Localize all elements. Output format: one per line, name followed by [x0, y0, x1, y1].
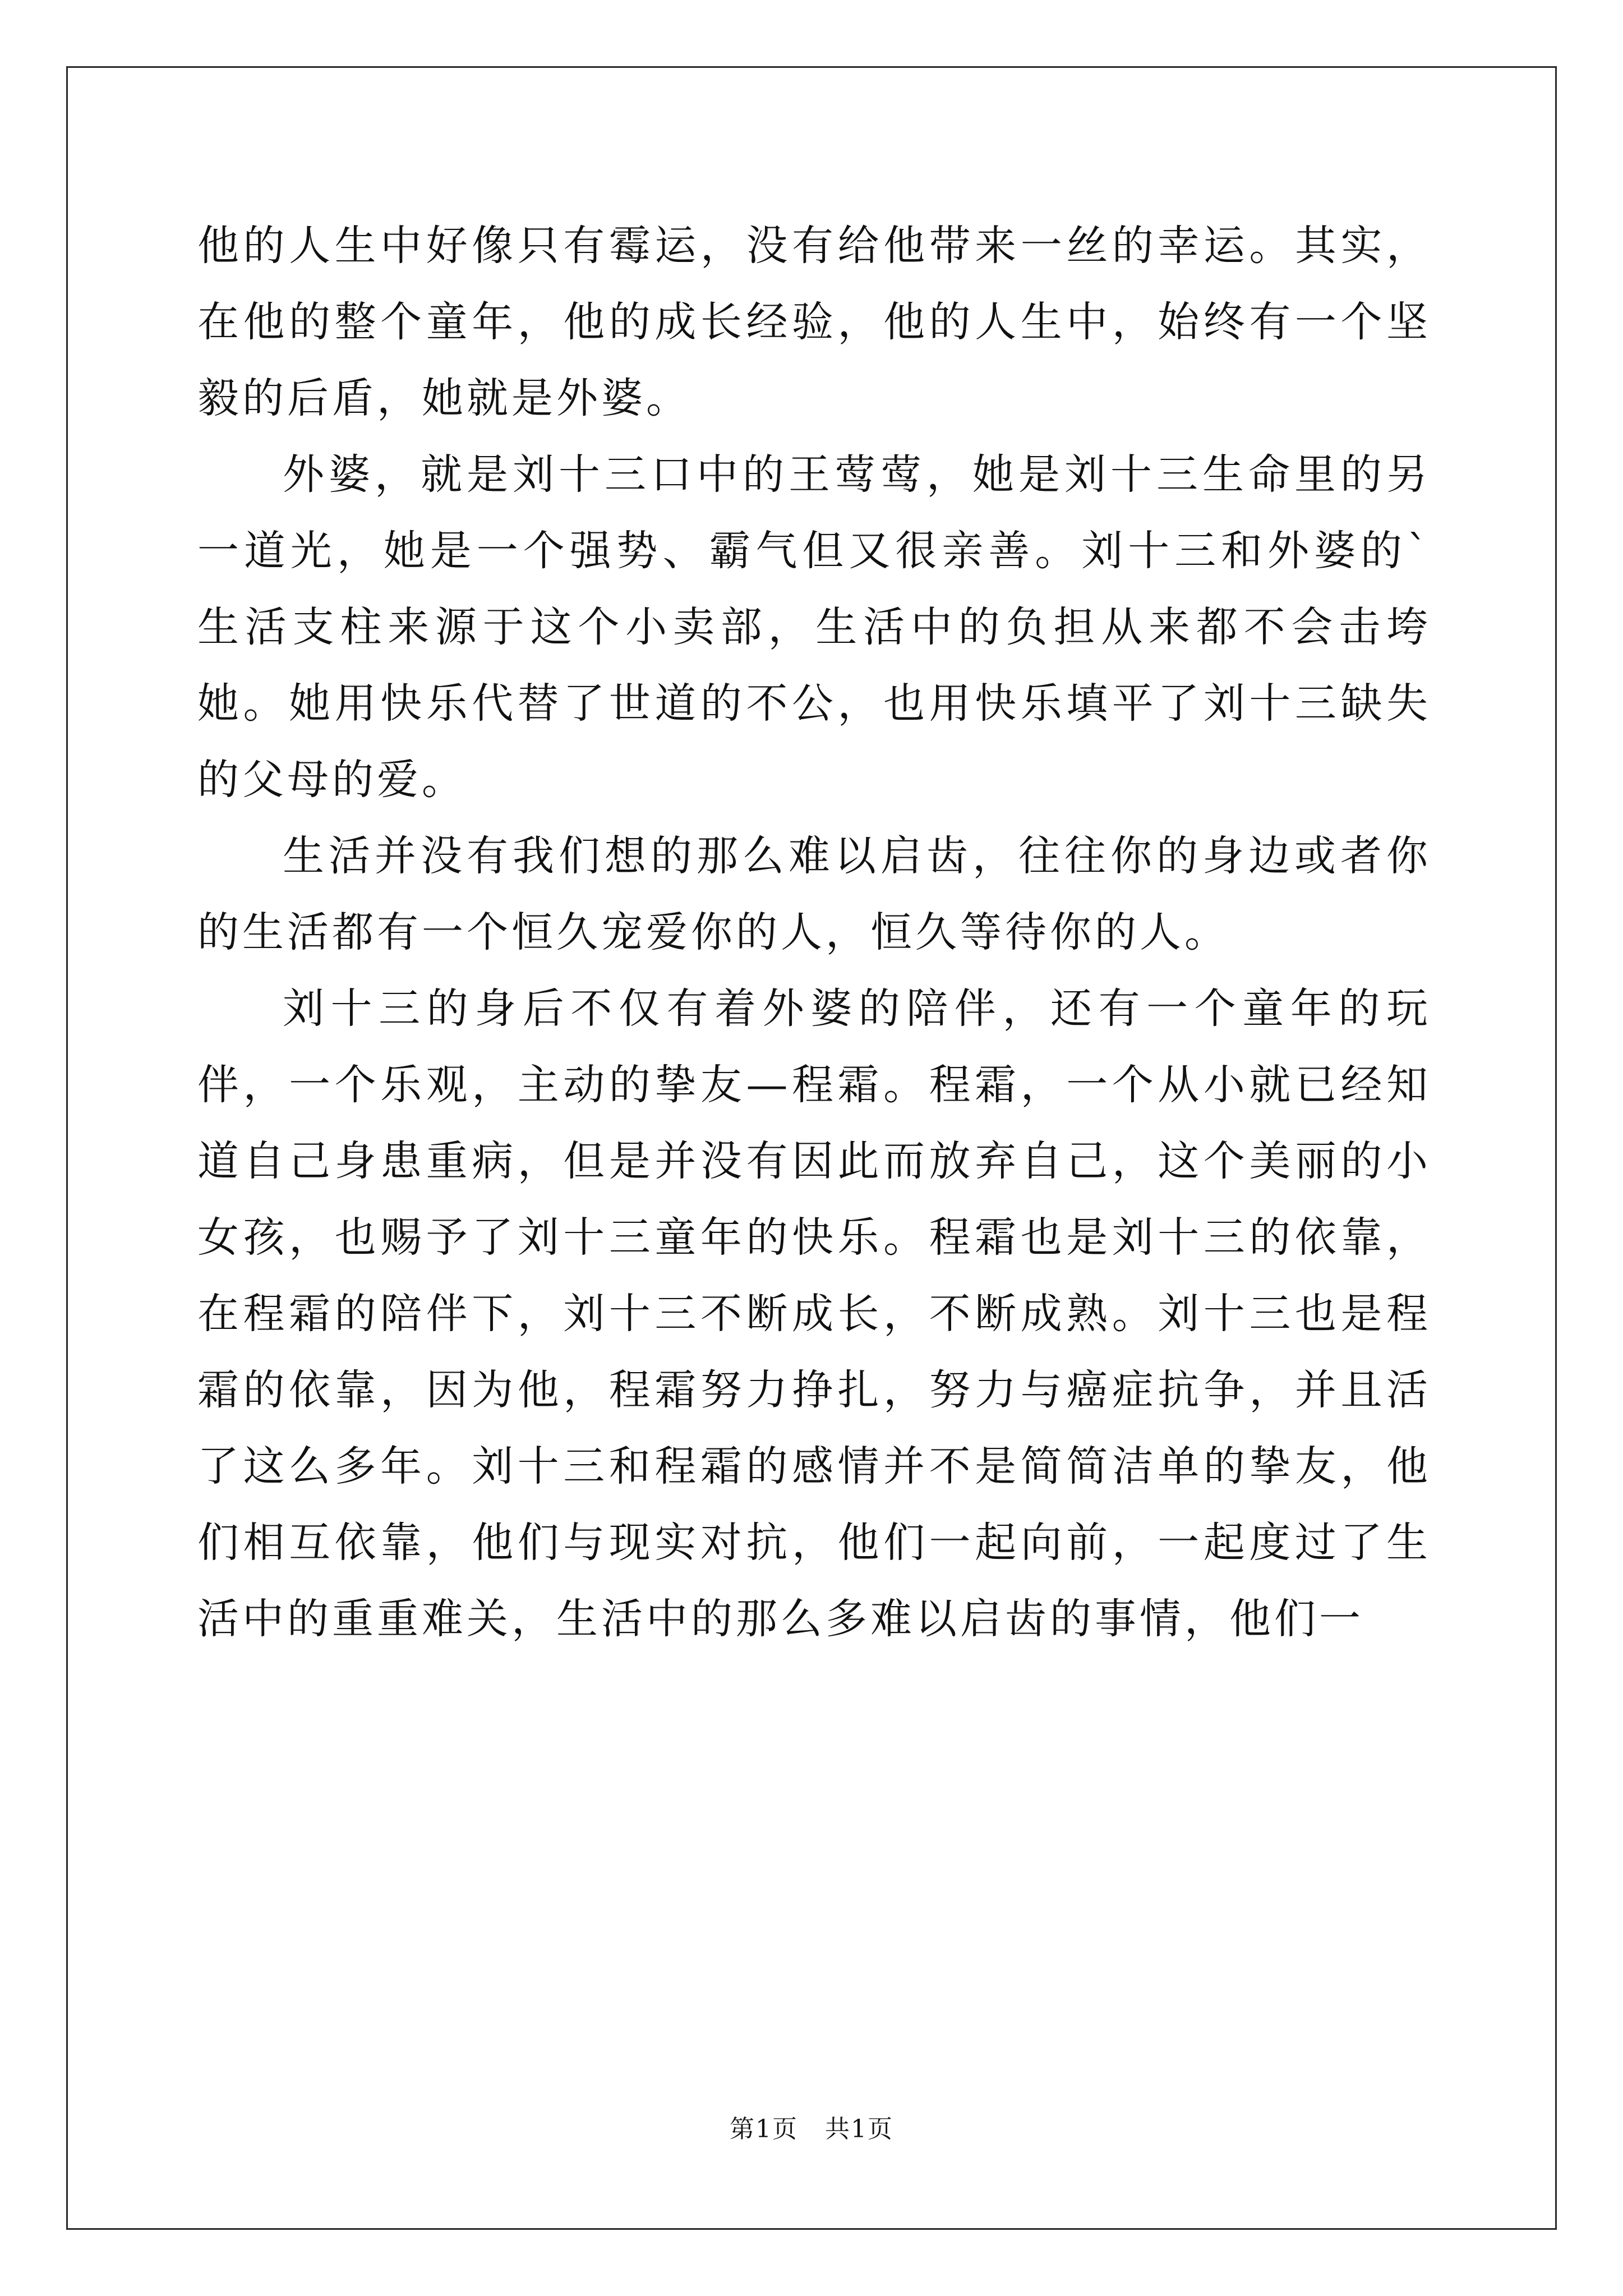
paragraph-4: 刘十三的身后不仅有着外婆的陪伴，还有一个童年的玩伴，一个乐观，主动的挚友—程霜。程霜，一个从小就已经知道自己身患重病，但是并没有因此而放弃自己，这个美丽的小女孩，也赐予了刘十三童年的快乐。程霜也是刘十三的依靠，在程霜的陪伴下，刘十三不断成长，不断成熟。刘十三也是程霜的依靠，因为他，程霜努力挣扎，努力与癌症抗争，并且活了这么多年。刘十三和程霜的感情并不是简简洁单的挚友，他们相互依靠，他们与现实对抗，他们一起向前，一起度过了生活中的重重难关，生活中的那么多难以启齿的事情，他们一	[197, 984, 1431, 1643]
document-body	[197, 208, 1431, 1657]
paragraph-2: 外婆，就是刘十三口中的王莺莺，她是刘十三生命里的另一道光，她是一个强势、霸气但又很亲善。刘十三和外婆的`生活支柱来源于这个小卖部，生活中的负担从来都不会击垮她。她用快乐代替了世道的不公，也用快乐填平了刘十三缺失的父母的爱。	[197, 450, 1431, 804]
page-number-current: 第1页	[730, 2115, 798, 2143]
paragraph-1: 他的人生中好像只有霉运，没有给他带来一丝的幸运。其实，在他的整个童年，他的成长经验，他的人生中，始终有一个坚毅的后盾，她就是外婆。	[197, 222, 1431, 422]
paragraph-3: 生活并没有我们想的那么难以启齿，往往你的身边或者你的生活都有一个恒久宠爱你的人，恒久等待你的人。	[197, 832, 1431, 956]
page-footer	[0, 2114, 1623, 2145]
page-number-total: 共1页	[825, 2115, 893, 2143]
